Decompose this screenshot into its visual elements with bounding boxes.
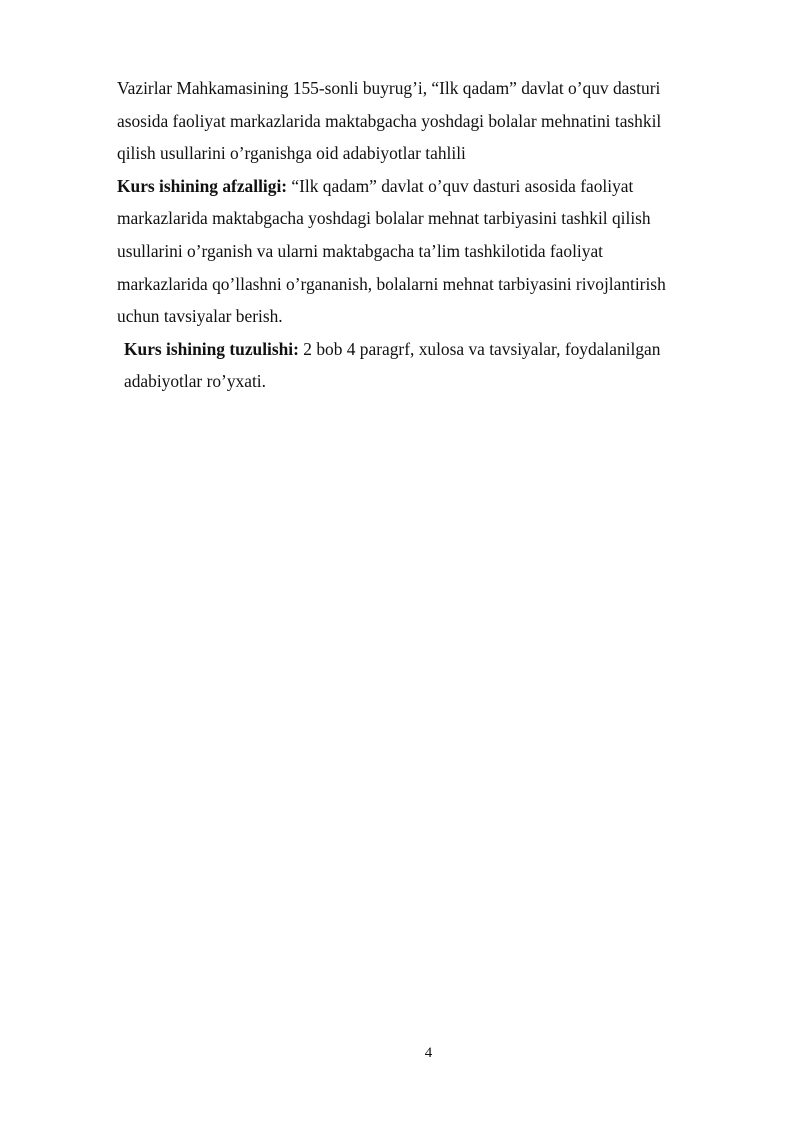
intro-paragraph: [117, 72, 717, 170]
advantages-first-line-text: “Ilk qadam” davlat o’quv dasturi asosida faoliyat: [287, 175, 634, 196]
advantages-first-line: [117, 170, 717, 203]
structure-paragraph: [117, 333, 717, 398]
structure-line: adabiyotlar ro’yxati.: [124, 371, 266, 392]
intro-line: Vazirlar Mahkamasining 155-sonli buyrug’i, “Ilk qadam” davlat o’quv dasturi: [117, 78, 661, 98]
page-number: 4: [424, 1045, 433, 1061]
structure-first-line: [124, 333, 717, 366]
advantages-line: markazlarida qo’llashni o’rgananish, bolalarni mehnat tarbiyasini rivojlantirish: [117, 273, 666, 294]
intro-line: qilish usullarini o’rganishga oid adabiyotlar tahlili: [117, 143, 466, 164]
advantages-line: uchun tavsiyalar berish.: [117, 306, 283, 327]
advantages-line: markazlarida maktabgacha yoshdagi bolalar mehnat tarbiyasini tashkil qilish: [117, 208, 651, 229]
structure-heading: Kurs ishining tuzulishi:: [124, 338, 299, 359]
structure-first-line-text: 2 bob 4 paragrf, xulosa va tavsiyalar, foydalanilgan: [298, 338, 661, 359]
intro-line: asosida faoliyat markazlarida maktabgacha yoshdagi bolalar mehnatini tashkil: [117, 110, 662, 131]
advantages-heading: Kurs ishining afzalligi:: [117, 175, 288, 196]
advantages-paragraph: [117, 170, 717, 333]
body-text: [117, 72, 717, 398]
advantages-line: usullarini o’rganish va ularni maktabgacha ta’lim tashkilotida faoliyat: [117, 240, 603, 261]
